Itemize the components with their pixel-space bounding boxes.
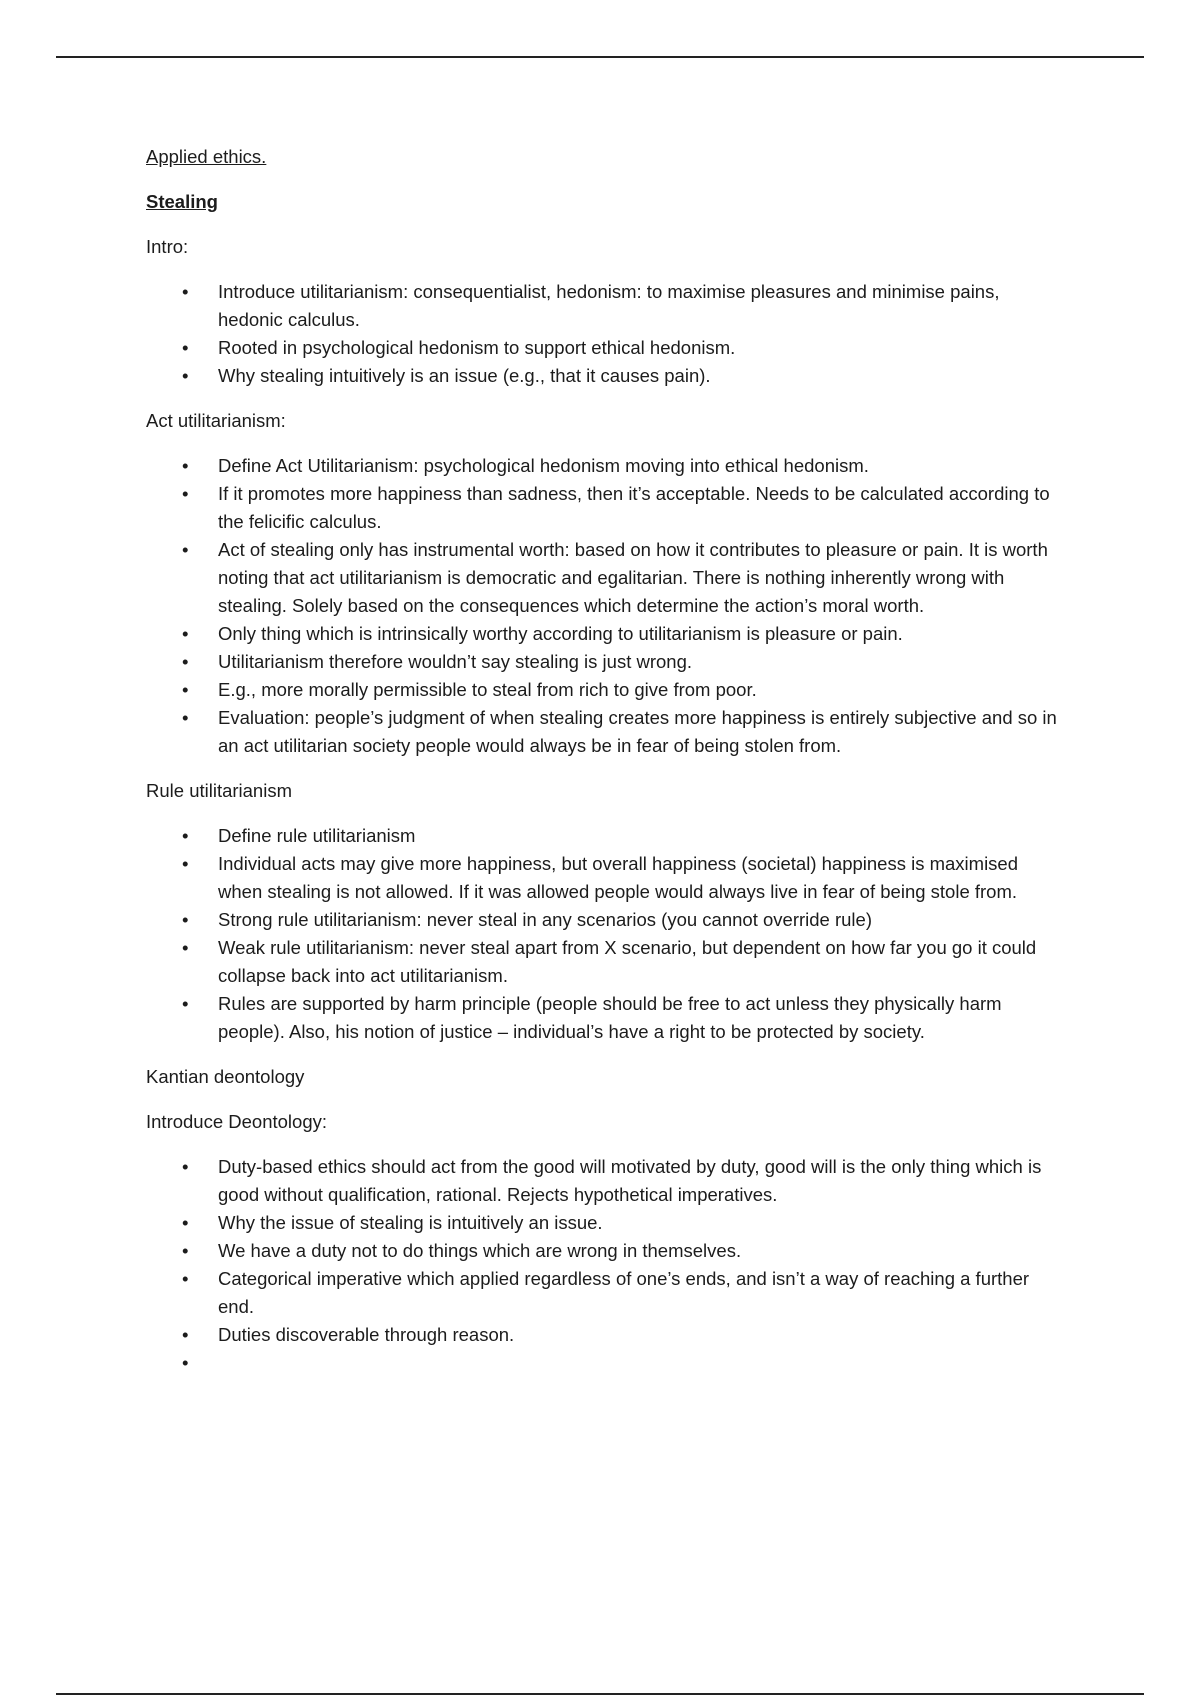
list-item: • Rooted in psychological hedonism to support ethical hedonism.: [146, 334, 1066, 362]
list-item: • E.g., more morally permissible to steal from rich to give from poor.: [146, 676, 1066, 704]
topic-heading: Stealing: [146, 191, 218, 212]
list-item: • Evaluation: people’s judgment of when stealing creates more happiness is entirely subjective and so in an act utilitarian society people would always be in fear of being stolen from.: [146, 704, 1066, 760]
header-rule: [56, 56, 1144, 58]
list-item: • Utilitarianism therefore wouldn’t say stealing is just wrong.: [146, 648, 1066, 676]
section-heading-intro: Intro:: [146, 236, 189, 257]
section-heading-introduce-deontology: Introduce Deontology:: [146, 1111, 328, 1132]
list-item: • Act of stealing only has instrumental worth: based on how it contributes to pleasure or pain. It is worth noting that act utilitarianism is democratic and egalitarian. There is nothing inherently wrong with stealing. Solely based on the consequences which determine the action’s moral worth.: [146, 536, 1066, 620]
list-item: • Why the issue of stealing is intuitively an issue.: [146, 1209, 1066, 1237]
list-item: • Define rule utilitarianism: [146, 822, 1066, 850]
list-item: • Define Act Utilitarianism: psychological hedonism moving into ethical hedonism.: [146, 452, 1066, 480]
bullet-list-deontology: [146, 1153, 1066, 1377]
bullet-list-intro: [146, 278, 1066, 390]
list-item: • We have a duty not to do things which are wrong in themselves.: [146, 1237, 1066, 1265]
list-item: • Strong rule utilitarianism: never steal in any scenarios (you cannot override rule): [146, 906, 1066, 934]
section-heading-kantian-deontology: Kantian deontology: [146, 1066, 305, 1087]
section-heading-act-utilitarianism: Act utilitarianism:: [146, 410, 286, 431]
list-item: • Duties discoverable through reason.: [146, 1321, 1066, 1349]
document-body: [146, 143, 1066, 1394]
document-title: Applied ethics.: [146, 146, 267, 167]
list-item: • Weak rule utilitarianism: never steal apart from X scenario, but dependent on how far you go it could collapse back into act utilitarianism.: [146, 934, 1066, 990]
bullet-list-rule-utilitarianism: [146, 822, 1066, 1046]
list-item: • Why stealing intuitively is an issue (e.g., that it causes pain).: [146, 362, 1066, 390]
list-item: • Introduce utilitarianism: consequentialist, hedonism: to maximise pleasures and minimise pains, hedonic calculus.: [146, 278, 1066, 334]
list-item: • Categorical imperative which applied regardless of one’s ends, and isn’t a way of reaching a further end.: [146, 1265, 1066, 1321]
list-item: • Rules are supported by harm principle (people should be free to act unless they physically harm people). Also, his notion of justice – individual’s have a right to be protected by society.: [146, 990, 1066, 1046]
list-item: • Only thing which is intrinsically worthy according to utilitarianism is pleasure or pain.: [146, 620, 1066, 648]
empty-list-item: [146, 1349, 1066, 1377]
list-item: • If it promotes more happiness than sadness, then it’s acceptable. Needs to be calculated according to the felicific calculus.: [146, 480, 1066, 536]
footer-rule: [56, 1693, 1144, 1695]
bullet-list-act-utilitarianism: [146, 452, 1066, 760]
section-heading-rule-utilitarianism: Rule utilitarianism: [146, 780, 292, 801]
list-item: • Individual acts may give more happiness, but overall happiness (societal) happiness is maximised when stealing is not allowed. If it was allowed people would always live in fear of being stole from.: [146, 850, 1066, 906]
list-item: • Duty-based ethics should act from the good will motivated by duty, good will is the only thing which is good without qualification, rational. Rejects hypothetical imperatives.: [146, 1153, 1066, 1209]
